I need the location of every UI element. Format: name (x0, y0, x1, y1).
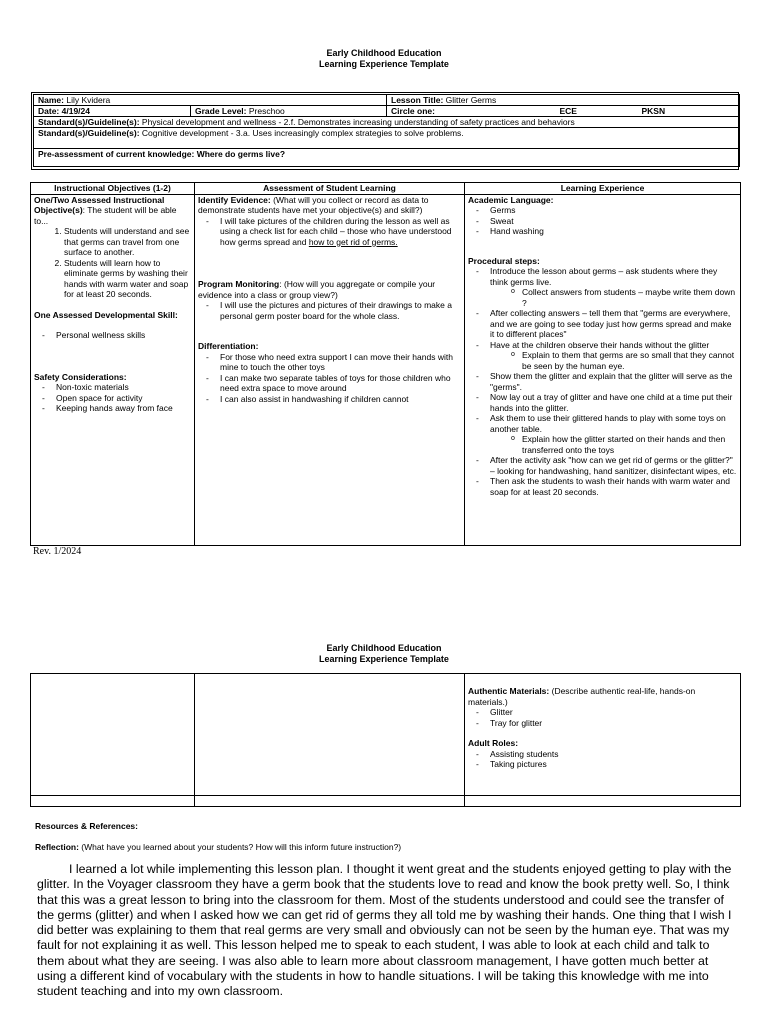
page-title (0, 48, 768, 70)
name-cell: Name: Lily Kvidera (34, 95, 387, 106)
standard-1-cell: Standard(s)/Guideline(s): Physical development and wellness - 2.f. Demonstrates increasing understanding of safety practices and behaviors (34, 117, 740, 128)
empty-cell (195, 674, 465, 796)
revision-label: Rev. 1/2024 (33, 546, 82, 557)
empty-cell (195, 796, 465, 807)
objectives-cell: One/Two Assessed Instructional Objective(s): The student will be able to... 1. Students will understand and see that germs can travel from one surface to another. 2. Students will learn how to eliminate germs by washing their hands with warm water and soap for at least 20 seconds. One Assessed Developmental Skill: - Personal wellness skills Safety Considerations: - Non-toxic materials - Open space for activity - Keeping hands away from face (31, 194, 195, 545)
procedural-steps-list (468, 266, 737, 497)
objectives-list (34, 226, 191, 300)
list-item: - Sweat (490, 216, 737, 227)
procedure-step: - Show them the glitter and explain that the glitter will serve as the "germs". (490, 371, 737, 392)
list-item: - I will use the pictures and pictures of their drawings to make a personal germ poster board for the whole class. (220, 300, 461, 321)
list-item: - Keeping hands away from face (56, 403, 191, 414)
objectives-heading: One/Two Assessed Instructional Objective(s) (34, 194, 165, 215)
academic-language-heading: Academic Language: (468, 194, 554, 205)
list-item: - Taking pictures (490, 759, 737, 770)
list-item: - For those who need extra support I can move their hands with mine to touch the other toys (220, 352, 461, 373)
experience-cell (465, 194, 741, 545)
reflection-prompt: Reflection: (What have you learned about your students? How will this inform future instruction?) (35, 842, 402, 852)
column-header-objectives: Instructional Objectives (1-2) (31, 183, 195, 195)
procedure-substep: o Explain to them that germs are so small that they cannot be seen by the human eye. (522, 350, 737, 371)
safety-list (34, 382, 191, 414)
date-cell: Date: 4/19/24 (34, 106, 191, 117)
lesson-table-continued (30, 673, 741, 807)
list-item: - Personal wellness skills (56, 330, 191, 341)
empty-cell (465, 796, 741, 807)
lesson-title-cell: Lesson Title: Glitter Germs (387, 95, 740, 106)
empty-cell (31, 674, 195, 796)
monitoring-heading: Program Monitoring (198, 279, 280, 289)
developmental-skill-heading: One Assessed Developmental Skill: (34, 309, 178, 320)
procedure-step: - Introduce the lesson about germs – ask students where they think germs live. o Collect answers from students – maybe write them down ? (490, 266, 737, 308)
procedure-substep: o Explain how the glitter started on their hands and then transferred onto the toys (522, 434, 737, 455)
standard-2-cell: Standard(s)/Guideline(s): Cognitive development - 3.a. Uses increasingly complex strategies to solve problems. (34, 128, 740, 149)
materials-list (468, 707, 737, 728)
adult-roles-heading: Adult Roles: (468, 738, 519, 748)
evidence-list (198, 216, 461, 248)
evidence-heading: Identify Evidence: (198, 194, 271, 205)
page-2-title (0, 643, 768, 665)
column-header-assessment: Assessment of Student Learning (195, 183, 465, 195)
assessment-cell: Identify Evidence: (What will you collect or record as data to demonstrate students have met your objective(s) and skill?) - I will take pictures of the children during the lesson as well as using a check list for each child – those who have understood how germs spread and how to get rid of germs. Program Monitoring: (How will you aggregate or compile your evidence into a class or group view?) - I will use the pictures and pictures of their drawings to make a personal germ poster board for the whole class. Differentiation: - For those who need extra support I can move their hands with mine to touch the other toys - I can make two separate tables of toys for those children who need extra space to move around - I can also assist in handwashing if children cannot (195, 194, 465, 545)
header-table (33, 94, 740, 167)
monitoring-list (198, 300, 461, 321)
procedure-step: - Have at the children observe their hands without the glitter o Explain to them that germs are so small that they cannot be seen by the human eye. (490, 340, 737, 372)
differentiation-heading: Differentiation: (198, 341, 259, 351)
circle-one-cell: Circle one: ECE PKSN (387, 106, 740, 117)
list-item: - Tray for glitter (490, 718, 737, 729)
circle-option-pksn: PKSN (641, 106, 666, 116)
developmental-skill-list (34, 330, 191, 341)
reflection-text: I learned a lot while implementing this lesson plan. I thought it went great and the students enjoyed getting to play with the glitter. In the Voyager classroom they have a germ book that the students love to read and know the book pretty well. So, I think that this was a great lesson to bring into the classroom for them. Most of the students understood and could see the transfer of the germs (glitter) and when I asked how we can get rid of germs they all told me by washing their hands. One thing that I wish I did better was explaining to them that real germs are very small and obviously can not be seen by the human eye. That was my fault for not explaining it as well. This lesson helped me to speak to each student, I was able to look at each child and talk to them about what they are seeing. I was also able to learn more about classroom management, I have gotten much better at using a different kind of vocabulary with the students in how to handle situations. I will be taking this knowledge with me into student teaching and into my own classroom. (37, 862, 732, 999)
procedure-substep: o Collect answers from students – maybe write them down ? (522, 287, 737, 308)
list-item: - Glitter (490, 707, 737, 718)
list-item: - I will take pictures of the children during the lesson as well as using a check list for each child – those who have understood how germs spread and how to get rid of germs. (220, 216, 461, 248)
procedural-steps-heading: Procedural steps: (468, 255, 540, 266)
adult-roles-list (468, 749, 737, 770)
title-line-2: Learning Experience Template (319, 59, 449, 69)
empty-cell (31, 796, 195, 807)
list-item: - Non-toxic materials (56, 382, 191, 393)
list-item: - Open space for activity (56, 393, 191, 404)
procedure-step: - After collecting answers – tell them that "germs are everywhere, and we are going to see today just how germs spread and make it to different places" (490, 308, 737, 340)
list-item: - Germs (490, 205, 737, 216)
list-item: 1. Students will understand and see that germs can travel from one surface to another. (64, 226, 191, 258)
list-item: 2. Students will learn how to eliminate germs by washing their hands with warm water and soap for at least 20 seconds. (64, 258, 191, 300)
lesson-table (30, 182, 741, 546)
academic-language-list (468, 205, 737, 237)
procedure-step: - After the activity ask "how can we get rid of germs or the glitter?" – looking for handwashing, hand sanitizer, disinfectant wipes, etc. (490, 455, 737, 476)
procedure-step: - Then ask the students to wash their hands with warm water and soap for at least 20 seconds. (490, 476, 737, 497)
list-item: - I can also assist in handwashing if children cannot (220, 394, 461, 405)
title-line-1: Early Childhood Education (326, 643, 442, 653)
procedure-step: - Ask them to use their glittered hands to play with some toys on another table. o Explain how the glitter started on their hands and then transferred onto the toys (490, 413, 737, 455)
title-line-1: Early Childhood Education (326, 48, 442, 58)
pre-assessment-cell: Pre-assessment of current knowledge: Where do germs live? (34, 149, 740, 167)
list-item: - Assisting students (490, 749, 737, 760)
resources-label: Resources & References: (35, 821, 138, 831)
materials-heading: Authentic Materials: (468, 686, 550, 696)
grade-level-cell: Grade Level: Preschoo (191, 106, 387, 117)
column-header-experience: Learning Experience (465, 183, 741, 195)
title-line-2: Learning Experience Template (319, 654, 449, 664)
procedure-step: - Now lay out a tray of glitter and have one child at a time put their hands into the glitter. (490, 392, 737, 413)
circle-option-ece: ECE (559, 106, 577, 116)
materials-roles-cell: Authentic Materials: (Describe authentic real-life, hands-on materials.) - Glitter - Tray for glitter Adult Roles: - Assisting students - Taking pictures (465, 674, 741, 796)
safety-heading: Safety Considerations: (34, 371, 127, 382)
list-item: - Hand washing (490, 226, 737, 237)
differentiation-list (198, 352, 461, 405)
list-item: - I can make two separate tables of toys for those children who need extra space to move around (220, 373, 461, 394)
